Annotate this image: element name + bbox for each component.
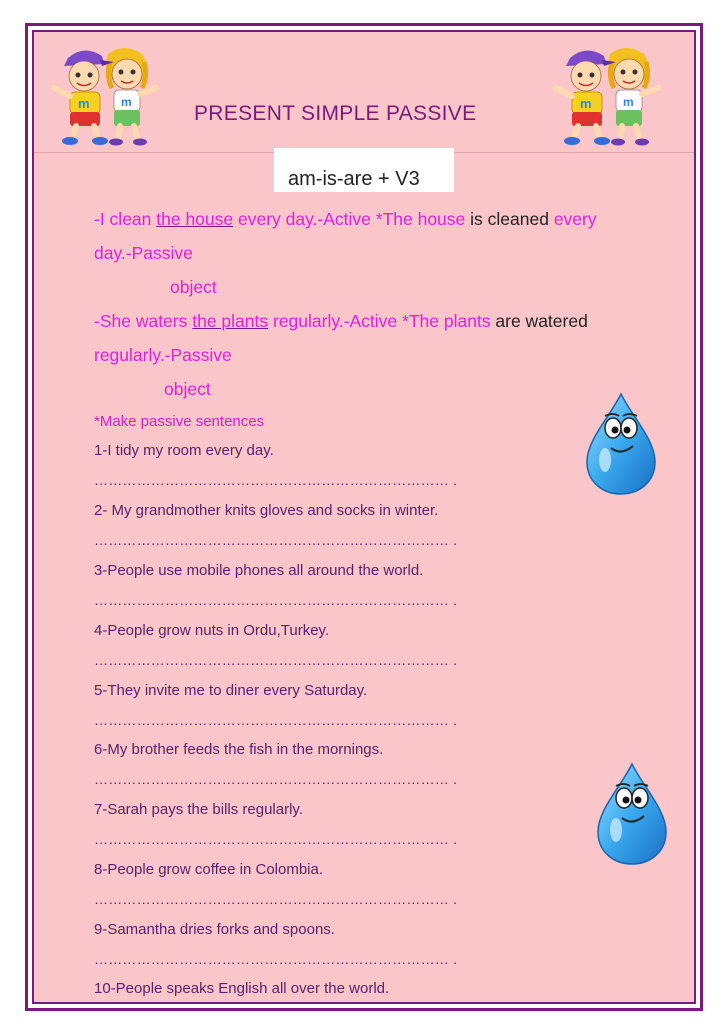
answer-line[interactable]: ………………………………………………………………… .	[94, 652, 458, 668]
answer-line[interactable]: ………………………………………………………………… .	[94, 891, 458, 907]
list-item: 4-People grow nuts in Ordu,Turkey.	[94, 622, 330, 639]
formula-box	[274, 148, 454, 192]
list-item: 7-Sarah pays the bills regularly.	[94, 801, 303, 818]
answer-line[interactable]: ………………………………………………………………… .	[94, 771, 458, 787]
formula-text: am-is-are + V3	[288, 168, 420, 190]
passive-verb: is cleaned	[470, 209, 549, 229]
list-item: 10-People speaks English all over the world.	[94, 980, 390, 997]
worksheet-page	[32, 30, 696, 1004]
example-2-line-1: -She waters the plants regularly.-Active *The plants are watered	[94, 311, 588, 331]
example-2-line-2: regularly.-Passive	[94, 345, 232, 365]
answer-line[interactable]: ………………………………………………………………… .	[94, 532, 458, 548]
water-drop-icon	[581, 390, 661, 496]
list-item: 3-People use mobile phones all around the world.	[94, 562, 424, 579]
passive-verb: are watered	[495, 311, 588, 331]
list-item: 8-People grow coffee in Colombia.	[94, 861, 324, 878]
example-1-line-1: -I clean the house every day.-Active *The house is cleaned every	[94, 209, 597, 229]
example-object: the house	[156, 209, 234, 229]
example-2-object-label: object	[164, 379, 211, 399]
answer-line[interactable]: ………………………………………………………………… .	[94, 712, 458, 728]
example-1-line-2: day.-Passive	[94, 243, 193, 263]
example-1-object-label: object	[170, 277, 217, 297]
answer-line[interactable]: ………………………………………………………………… .	[94, 951, 458, 967]
list-item: 6-My brother feeds the fish in the mornings.	[94, 741, 384, 758]
list-item: 5-They invite me to diner every Saturday.	[94, 682, 368, 699]
answer-line[interactable]: ………………………………………………………………… .	[94, 592, 458, 608]
instruction: *Make passive sentences	[94, 413, 265, 430]
answer-line[interactable]: ………………………………………………………………… .	[94, 472, 458, 488]
water-drop-icon	[592, 760, 672, 866]
worksheet-border	[25, 23, 703, 1011]
example-object: the plants	[192, 311, 269, 331]
answer-line[interactable]: ………………………………………………………………… .	[94, 831, 458, 847]
list-item: 9-Samantha dries forks and spoons.	[94, 921, 335, 938]
list-item: 1-I tidy my room every day.	[94, 442, 274, 459]
list-item: 2- My grandmother knits gloves and socks in winter.	[94, 502, 439, 519]
page-title: PRESENT SIMPLE PASSIVE	[194, 102, 477, 125]
cartoon-kids-icon	[552, 44, 662, 146]
cartoon-kids-icon	[50, 44, 160, 146]
